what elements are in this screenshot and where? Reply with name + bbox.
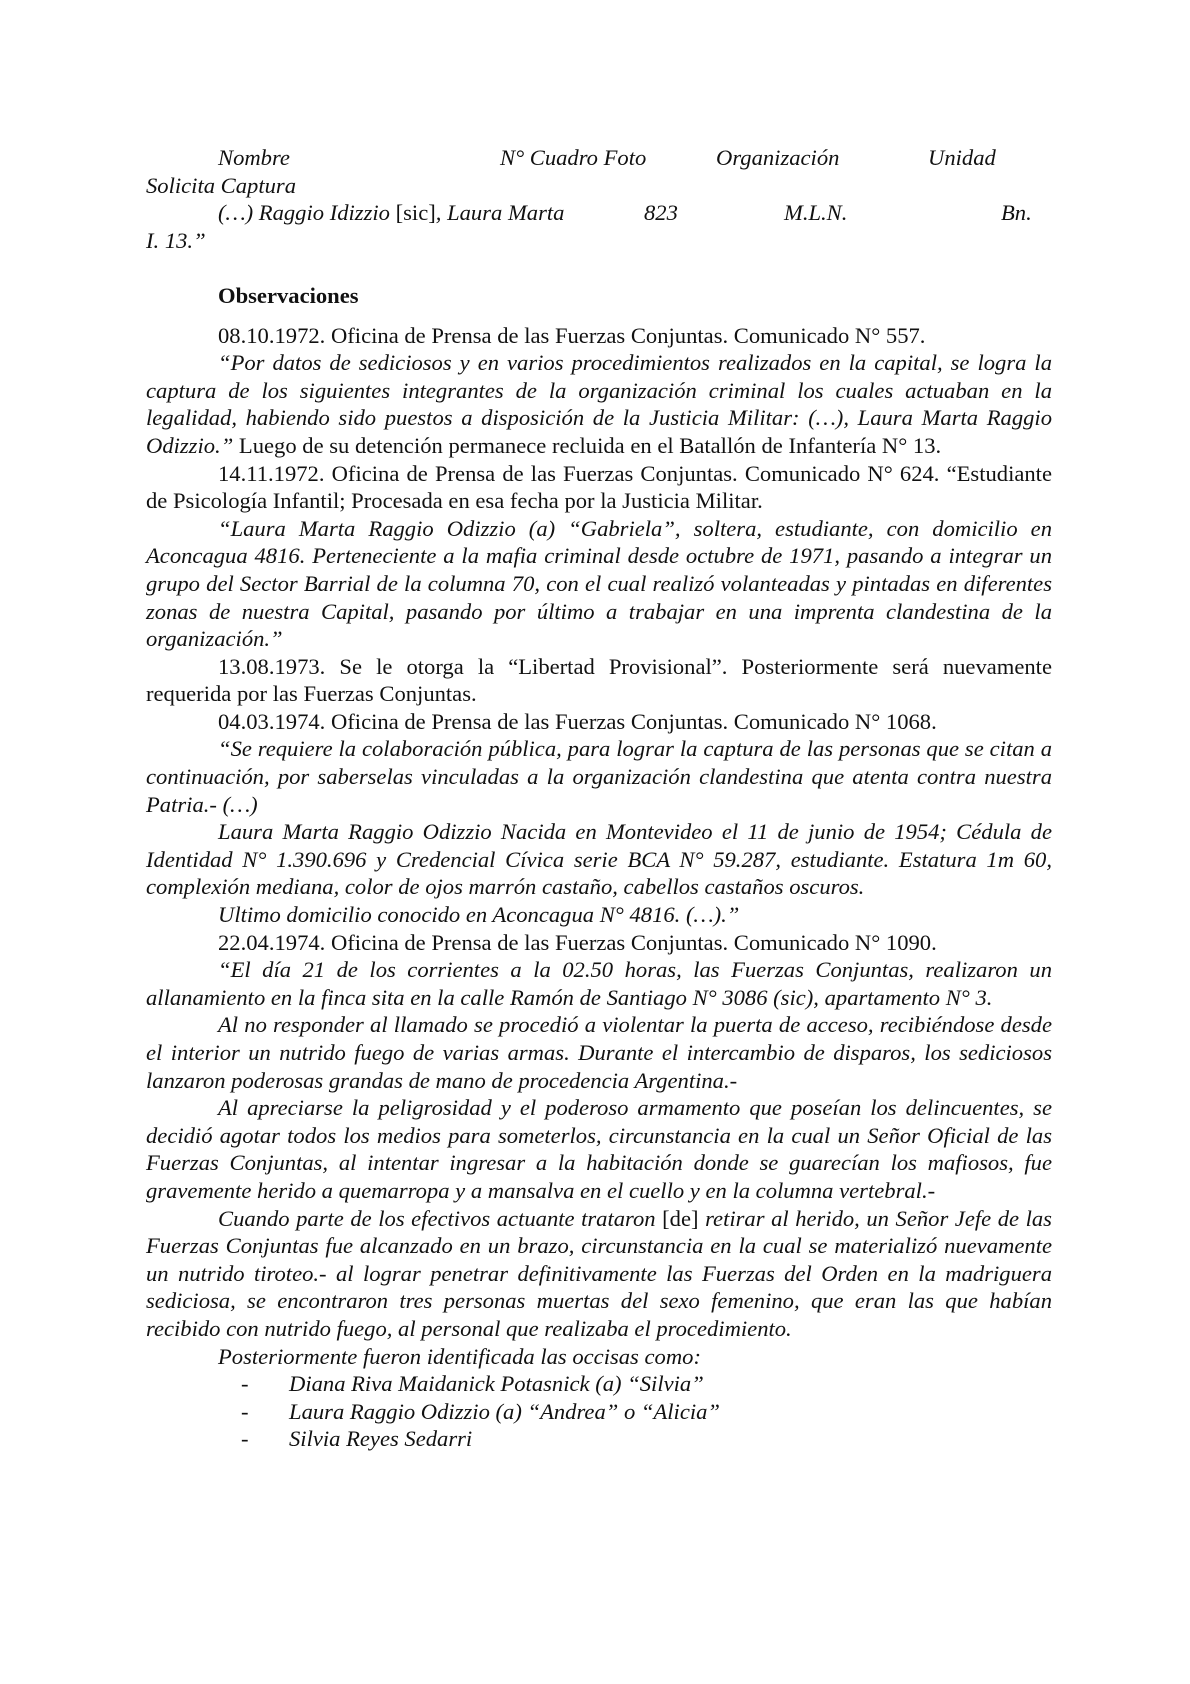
entry-1974-04-22-quote-5: Posteriormente fueron identificada las occisas como:: [218, 1343, 701, 1369]
header-organizacion: Organización: [716, 145, 840, 170]
row-nombre-b: , Laura Marta: [435, 200, 565, 226]
quote: “Por datos de sediciosos y en varios procedimientos realizados en la capital, se logra la captura de los siguientes integrantes de la organización criminal los cuales actuaban en la legalidad, habiendo sido puestos a disposición de la Justicia Militar: (…), Laura Marta Raggio Odizzio.”: [146, 350, 1052, 458]
spacer: [146, 254, 1052, 282]
list-item: [146, 1370, 1052, 1398]
entry-1972-10-08-body: [146, 349, 1052, 459]
editor-insert-de: [de]: [662, 1205, 699, 1231]
spacer: [146, 310, 1052, 322]
entry-1974-03-04-quote-2: Laura Marta Raggio Odizzio Nacida en Montevideo el 11 de junio de 1954; Cédula de Identidad N° 1.390.696 y Credencial Cívica serie BCA N° 59.287, estudiante. Estatura 1m 60, complexión mediana, color de ojos marrón castaño, cabellos castaños oscuros.: [146, 819, 1052, 900]
entry-1973-08-13: 13.08.1973. Se le otorga la “Libertad Provisional”. Posteriormente será nuevamente requerida por las Fuerzas Conjuntas.: [146, 653, 1052, 707]
list-item-text: Diana Riva Maidanick Potasnick (a) “Silvia”: [289, 1371, 704, 1397]
bullet-dash: -: [241, 1398, 249, 1424]
entry-1974-03-04-quote-3: Ultimo domicilio conocido en Aconcagua N° 4816. (…).”: [218, 902, 740, 928]
header-continuation: Solicita Captura: [146, 172, 297, 198]
list-item-text: Laura Raggio Odizzio (a) “Andrea” o “Alicia”: [289, 1398, 720, 1424]
entry-1974-04-22-quote-4: [146, 1205, 1052, 1343]
entry-1974-04-22-quote-2: Al no responder al llamado se procedió a violentar la puerta de acceso, recibiéndose desde el interior un nutrido fuego de varias armas. Durante el intercambio de disparos, los sediciosos lanzaron poderosas grandas de mano de procedencia Argentina.-: [146, 1012, 1052, 1093]
list-item: [146, 1398, 1052, 1426]
entry-1974-03-04-heading: 04.03.1974. Oficina de Prensa de las Fuerzas Conjuntas. Comunicado N° 1068.: [218, 708, 937, 734]
quote-4-b: retirar al herido, un Señor Jefe de las Fuerzas Conjuntas fue alcanzado en un brazo, circunstancia en la cual se materializó nuevamente un nutrido tiroteo.- al lograr penetrar definitivamente las Fuerzas del Orden en la madriguera sediciosa, se encontraron tres personas muertas del sexo femenino, que eran las que habían recibido con nutrido fuego, al personal que realizaba el procedimiento.: [146, 1205, 1052, 1341]
sic-note: [sic]: [395, 200, 436, 226]
note: Luego de su detención permanece recluida en el Batallón de Infantería N° 13.: [233, 432, 942, 458]
entry-1974-04-22-heading: 22.04.1974. Oficina de Prensa de las Fuerzas Conjuntas. Comunicado N° 1090.: [218, 929, 937, 955]
section-heading-observaciones: Observaciones: [218, 282, 359, 308]
list-item-text: Silvia Reyes Sedarri: [289, 1426, 473, 1452]
header-unidad: Unidad: [928, 145, 996, 170]
entry-1972-11-14-quote: [146, 515, 1052, 653]
list-item: [146, 1425, 1052, 1453]
occisas-list: [146, 1370, 1052, 1453]
entry-1974-04-22-quote-3: Al apreciarse la peligrosidad y el poderoso armamento que poseían los delincuentes, se decidió agotar todos los medios para someterlos, circunstancia en la cual un Señor Oficial de las Fuerzas Conjuntas, al intentar ingresar a la habitación donde se guarecían los mafiosos, fue gravemente herido a quemarropa y a mansalva en el cuello y en la columna vertebral.-: [146, 1095, 1052, 1203]
quote-b: , soltera, estudiante, con domicilio en Aconcagua 4816. Perteneciente a la mafia criminal desde octubre de 1971, pasando a integrar un grupo del Sector Barrial de la columna 70, con el cual realizó volanteadas y pintadas en diferentes zonas de nuestra Capital, pasando por último a trabajar en una imprenta clandestina de la organización.”: [146, 515, 1052, 652]
entry-1974-04-22-quote-1: “El día 21 de los corrientes a la 02.50 horas, las Fuerzas Conjuntas, realizaron un allanamiento en la finca sita en la calle Ramón de Santiago N° 3086 (sic), apartamento N° 3.: [146, 957, 1052, 1010]
row-organizacion: M.L.N.: [784, 200, 848, 226]
entry-1974-03-04-quote-1: “Se requiere la colaboración pública, para lograr la captura de las personas que se citan a continuación, por saberselas vinculadas a la organización clandestina que atenta contra nuestra Patria.- (…): [146, 736, 1052, 817]
table-data-row: [146, 199, 1052, 227]
document-page: [146, 144, 1052, 1453]
header-cuadro-foto: N° Cuadro Foto: [500, 145, 647, 170]
table-header-row: [146, 144, 1052, 172]
entry-1972-11-14-heading: 14.11.1972. Oficina de Prensa de las Fuerzas Conjuntas. Comunicado N° 624. “Estudiante de Psicología Infantil; Procesada en esa fecha por la Justicia Militar.: [146, 460, 1052, 514]
row-continuation: I. 13.”: [146, 227, 206, 253]
row-cuadro: 823: [644, 200, 678, 226]
row-nombre-a: (…) Raggio Idizzio: [218, 200, 396, 226]
entry-1972-10-08-heading: 08.10.1972. Oficina de Prensa de las Fuerzas Conjuntas. Comunicado N° 557.: [218, 322, 926, 348]
header-nombre: Nombre: [218, 145, 290, 170]
bullet-dash: -: [241, 1371, 249, 1397]
bullet-dash: -: [241, 1426, 249, 1452]
row-nombre: [218, 199, 564, 227]
quote-a: “Laura Marta Raggio Odizzio (a) “Gabriela”: [218, 515, 675, 541]
row-unidad: Bn.: [1001, 200, 1032, 226]
quote-4-a: Cuando parte de los efectivos actuante trataron: [218, 1205, 663, 1231]
